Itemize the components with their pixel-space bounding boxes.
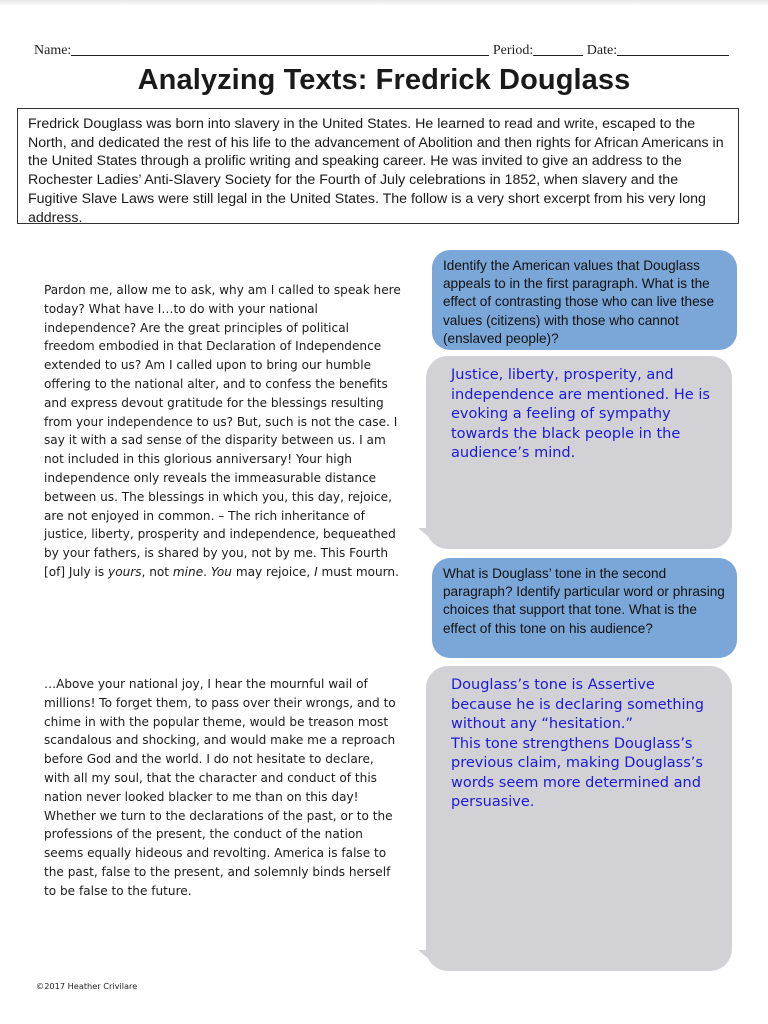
period-blank — [533, 41, 583, 56]
question-1-bubble: Identify the American values that Douglass appeals to in the first paragraph. What is the effect of contrasting those who can live these values (citizens) with those who cannot (enslaved people)? — [432, 250, 737, 350]
answer-2-part-2: This tone strengthens Douglass’s previous claim, making Douglass’s words seem more determined and persuasive. — [451, 735, 703, 810]
name-label: Name: — [34, 43, 72, 58]
intro-box: Fredrick Douglass was born into slavery in the United States. He learned to read and write, escaped to the North, and dedicated the rest of his life to the advancement of Abolition and then rights for African Americans in the United States through a prolific writing and speaking career. He was invited to give an address to the Rochester Ladies’ Anti-Slavery Society for the Fourth of July celebrations in 1852, when slavery and the Fugitive Slave Laws were still legal in the United States. The follow is a very short excerpt from his very long address. — [17, 108, 739, 224]
date-label: Date: — [586, 43, 618, 58]
date-blank — [617, 41, 729, 56]
answer-2-part-1: Douglass’s tone is Assertive because he is declaring something without any “hesitation.” — [451, 677, 704, 732]
name-blank — [71, 41, 489, 56]
excerpt-paragraph-1 — [44, 281, 402, 582]
excerpt-1-mine: mine — [172, 564, 204, 579]
excerpt-1-dot: . — [203, 564, 211, 579]
period-label: Period: — [492, 43, 534, 58]
copyright-footer: ©2017 Heather Crivilare — [36, 981, 138, 991]
excerpt-2-text: …Above your national joy, I hear the mournful wail of millions! To forget them, to pass over their wrongs, and to chime in with the popular theme, would be treason most scandalous and shocking, and would make me a reproach before God and the world. I do not hesitate to declare, with all my soul, that the character and conduct of this nation never looked blacker to me than on this day! Whether we turn to the declarations of the past, or to the professions of the present, the conduct of the nation seems equally hideous and revolting. America is false to the past, false to the present, and solemnly binds herself to be false to the future. — [44, 677, 396, 898]
excerpt-1-you: You — [210, 564, 232, 579]
answer-2-bubble[interactable] — [426, 666, 732, 971]
excerpt-1-text: Pardon me, allow me to ask, why am I called to speak here today? What have I…to do with your national independence? Are the great principles of political freedom embodied in that Declaration of Independence extended to us? Am I called upon to bring our humble offering to the national alter, and to confess the benefits and express devout gratitude for the blessings resulting from your independence to us? But, such is not the case. I say it with a sad sense of the disparity between us. I am not included in this glorious anniversary! Your high independence only reveals the immeasurable distance between us. The blessings in which you, this day, rejoice, are not enjoyed in common. – The rich inheritance of justice, liberty, prosperity and independence, bequeathed by your fathers, is shared by you, not by me. This Fourth [of] July is — [44, 283, 401, 579]
answer-1-bubble[interactable]: Justice, liberty, prosperity, and independence are mentioned. He is evoking a feeling of sympathy towards the black people in the audience’s mind. — [426, 356, 732, 549]
excerpt-1-not: , not — [141, 564, 173, 579]
excerpt-1-may: may rejoice, — [231, 564, 315, 579]
excerpt-1-yours: yours — [108, 564, 142, 579]
question-2-bubble: What is Douglass’ tone in the second paragraph? Identify particular word or phrasing choices that support that tone. What is the effect of this tone on his audience? — [432, 558, 737, 658]
student-info-line — [34, 41, 744, 59]
excerpt-paragraph-2 — [44, 675, 402, 901]
page-title: Analyzing Texts: Fredrick Douglass — [137, 64, 631, 96]
excerpt-1-i: I — [314, 564, 318, 579]
page-edge — [0, 0, 768, 6]
excerpt-1-must: must mourn. — [317, 564, 399, 579]
